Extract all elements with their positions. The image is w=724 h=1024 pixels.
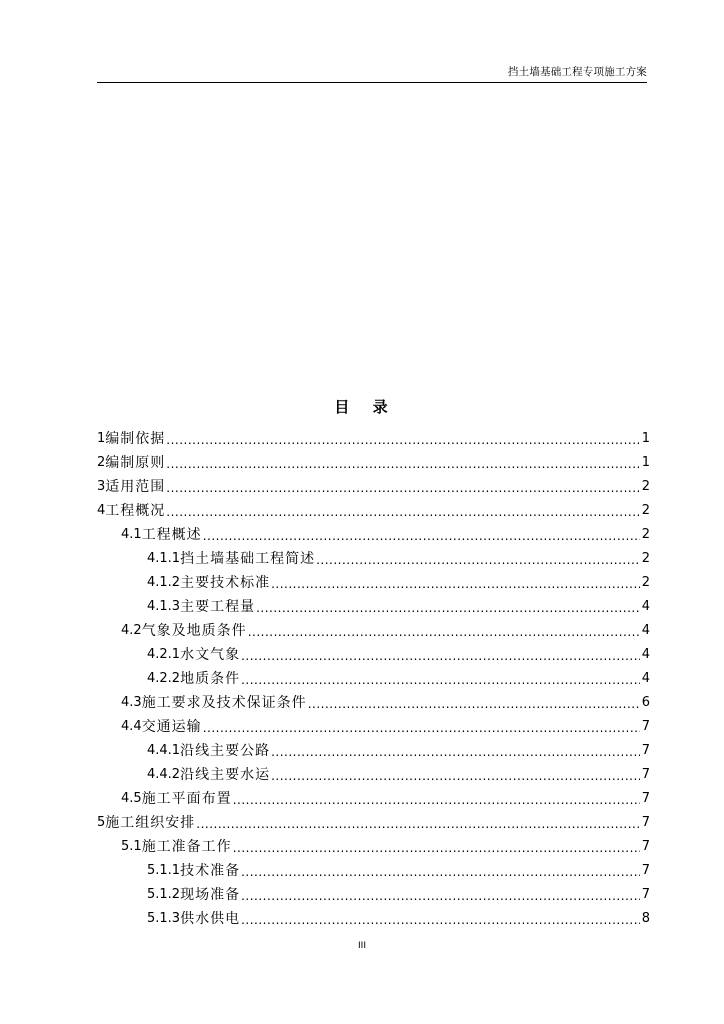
toc-entry-label: 挡土墙基础工程简述 (180, 551, 316, 567)
toc-entry-number: 1 (97, 431, 106, 446)
toc-dot-leader (166, 477, 639, 499)
toc-entry-page: 7 (641, 815, 650, 830)
toc-dot-leader (271, 741, 640, 763)
toc-entry[interactable] (97, 667, 650, 691)
toc-entry-label: 施工要求及技术保证条件 (141, 695, 307, 711)
toc-entry[interactable] (97, 811, 650, 835)
toc-entry-label: 施工准备工作 (141, 839, 232, 855)
toc-entry-number: 2 (97, 455, 106, 470)
toc-dot-leader (233, 789, 640, 811)
toc-dot-leader (271, 573, 640, 595)
toc-entry[interactable] (97, 475, 650, 499)
toc-entry-page: 2 (641, 527, 650, 542)
toc-dot-leader (166, 429, 639, 451)
toc-entry[interactable] (97, 907, 650, 931)
toc-entry[interactable] (97, 571, 650, 595)
page-header (97, 66, 647, 83)
toc-entry[interactable] (97, 787, 650, 811)
toc-dot-leader (271, 765, 640, 787)
toc-dot-leader (233, 837, 640, 859)
toc-entry[interactable] (97, 715, 650, 739)
toc-entry-label: 气象及地质条件 (141, 623, 247, 639)
toc-entry-number: 4.1.2 (147, 575, 181, 590)
toc-entry[interactable] (97, 499, 650, 523)
toc-entry-number: 4.3 (121, 695, 142, 710)
table-of-contents (97, 427, 650, 931)
toc-entry-label: 工程概况 (105, 503, 166, 519)
toc-entry-number: 5.1.2 (147, 887, 181, 902)
toc-dot-leader (196, 813, 639, 835)
toc-entry-page: 2 (641, 479, 650, 494)
toc-entry-number: 4 (97, 503, 106, 518)
toc-entry-number: 5.1.1 (147, 863, 181, 878)
toc-entry[interactable] (97, 595, 650, 619)
toc-entry-number: 4.4.2 (147, 767, 181, 782)
toc-entry-label: 适用范围 (105, 479, 166, 495)
toc-title-text: 目 录 (334, 398, 390, 416)
toc-title (0, 396, 724, 417)
toc-entry-label: 技术准备 (180, 863, 241, 879)
toc-entry-label: 编制依据 (105, 431, 166, 447)
toc-dot-leader (241, 909, 640, 931)
toc-dot-leader (166, 453, 639, 475)
toc-entry[interactable] (97, 643, 650, 667)
toc-entry-number: 4.4 (121, 719, 142, 734)
toc-entry-label: 沿线主要公路 (180, 743, 271, 759)
toc-dot-leader (308, 693, 640, 715)
toc-entry[interactable] (97, 427, 650, 451)
toc-entry-label: 现场准备 (180, 887, 241, 903)
toc-dot-leader (166, 501, 639, 523)
toc-entry-page: 7 (641, 863, 650, 878)
toc-entry-page: 4 (641, 647, 650, 662)
toc-dot-leader (256, 597, 640, 619)
toc-entry[interactable] (97, 835, 650, 859)
header-title: 挡土墙基础工程专项施工方案 (507, 66, 647, 78)
toc-dot-leader (241, 645, 640, 667)
toc-entry-label: 沿线主要水运 (180, 767, 271, 783)
toc-entry-label: 编制原则 (105, 455, 166, 471)
toc-entry-page: 7 (641, 839, 650, 854)
toc-dot-leader (203, 717, 640, 739)
toc-entry-label: 主要工程量 (180, 599, 256, 615)
toc-entry-page: 7 (641, 743, 650, 758)
toc-entry-number: 5.1.3 (147, 911, 181, 926)
toc-entry-label: 地质条件 (180, 671, 241, 687)
toc-entry-page: 7 (641, 719, 650, 734)
toc-entry-number: 4.2.2 (147, 671, 181, 686)
toc-entry[interactable] (97, 763, 650, 787)
toc-entry[interactable] (97, 883, 650, 907)
toc-entry-label: 供水供电 (180, 911, 241, 927)
toc-dot-leader (241, 861, 640, 883)
toc-entry-number: 4.2 (121, 623, 142, 638)
toc-entry-number: 4.2.1 (147, 647, 181, 662)
toc-dot-leader (241, 885, 640, 907)
toc-dot-leader (316, 549, 640, 571)
toc-entry[interactable] (97, 547, 650, 571)
toc-entry-number: 4.1.1 (147, 551, 181, 566)
toc-entry-number: 3 (97, 479, 106, 494)
toc-entry[interactable] (97, 619, 650, 643)
toc-entry-label: 工程概述 (141, 527, 202, 543)
toc-entry-number: 4.5 (121, 791, 142, 806)
toc-entry-page: 7 (641, 887, 650, 902)
toc-entry[interactable] (97, 691, 650, 715)
toc-entry-label: 水文气象 (180, 647, 241, 663)
toc-entry-page: 1 (641, 431, 650, 446)
toc-entry-page: 4 (641, 623, 650, 638)
toc-entry-page: 1 (641, 455, 650, 470)
toc-entry[interactable] (97, 859, 650, 883)
toc-entry[interactable] (97, 451, 650, 475)
toc-entry-number: 4.1.3 (147, 599, 181, 614)
toc-entry[interactable] (97, 523, 650, 547)
toc-entry-page: 2 (641, 551, 650, 566)
toc-entry-page: 4 (641, 599, 650, 614)
toc-entry-number: 5.1 (121, 839, 142, 854)
toc-entry-page: 8 (641, 911, 650, 926)
toc-entry-page: 2 (641, 503, 650, 518)
toc-entry-page: 4 (641, 671, 650, 686)
toc-entry-number: 4.4.1 (147, 743, 181, 758)
page-number: III (358, 941, 366, 951)
toc-entry-page: 7 (641, 767, 650, 782)
toc-entry-label: 主要技术标准 (180, 575, 271, 591)
toc-entry-page: 2 (641, 575, 650, 590)
toc-entry[interactable] (97, 739, 650, 763)
toc-dot-leader (241, 669, 640, 691)
toc-entry-number: 4.1 (121, 527, 142, 542)
toc-entry-number: 5 (97, 815, 106, 830)
toc-entry-label: 施工平面布置 (141, 791, 232, 807)
toc-dot-leader (248, 621, 640, 643)
toc-entry-page: 7 (641, 791, 650, 806)
toc-entry-label: 交通运输 (141, 719, 202, 735)
toc-entry-page: 6 (641, 695, 650, 710)
toc-dot-leader (203, 525, 640, 547)
toc-entry-label: 施工组织安排 (105, 815, 196, 831)
